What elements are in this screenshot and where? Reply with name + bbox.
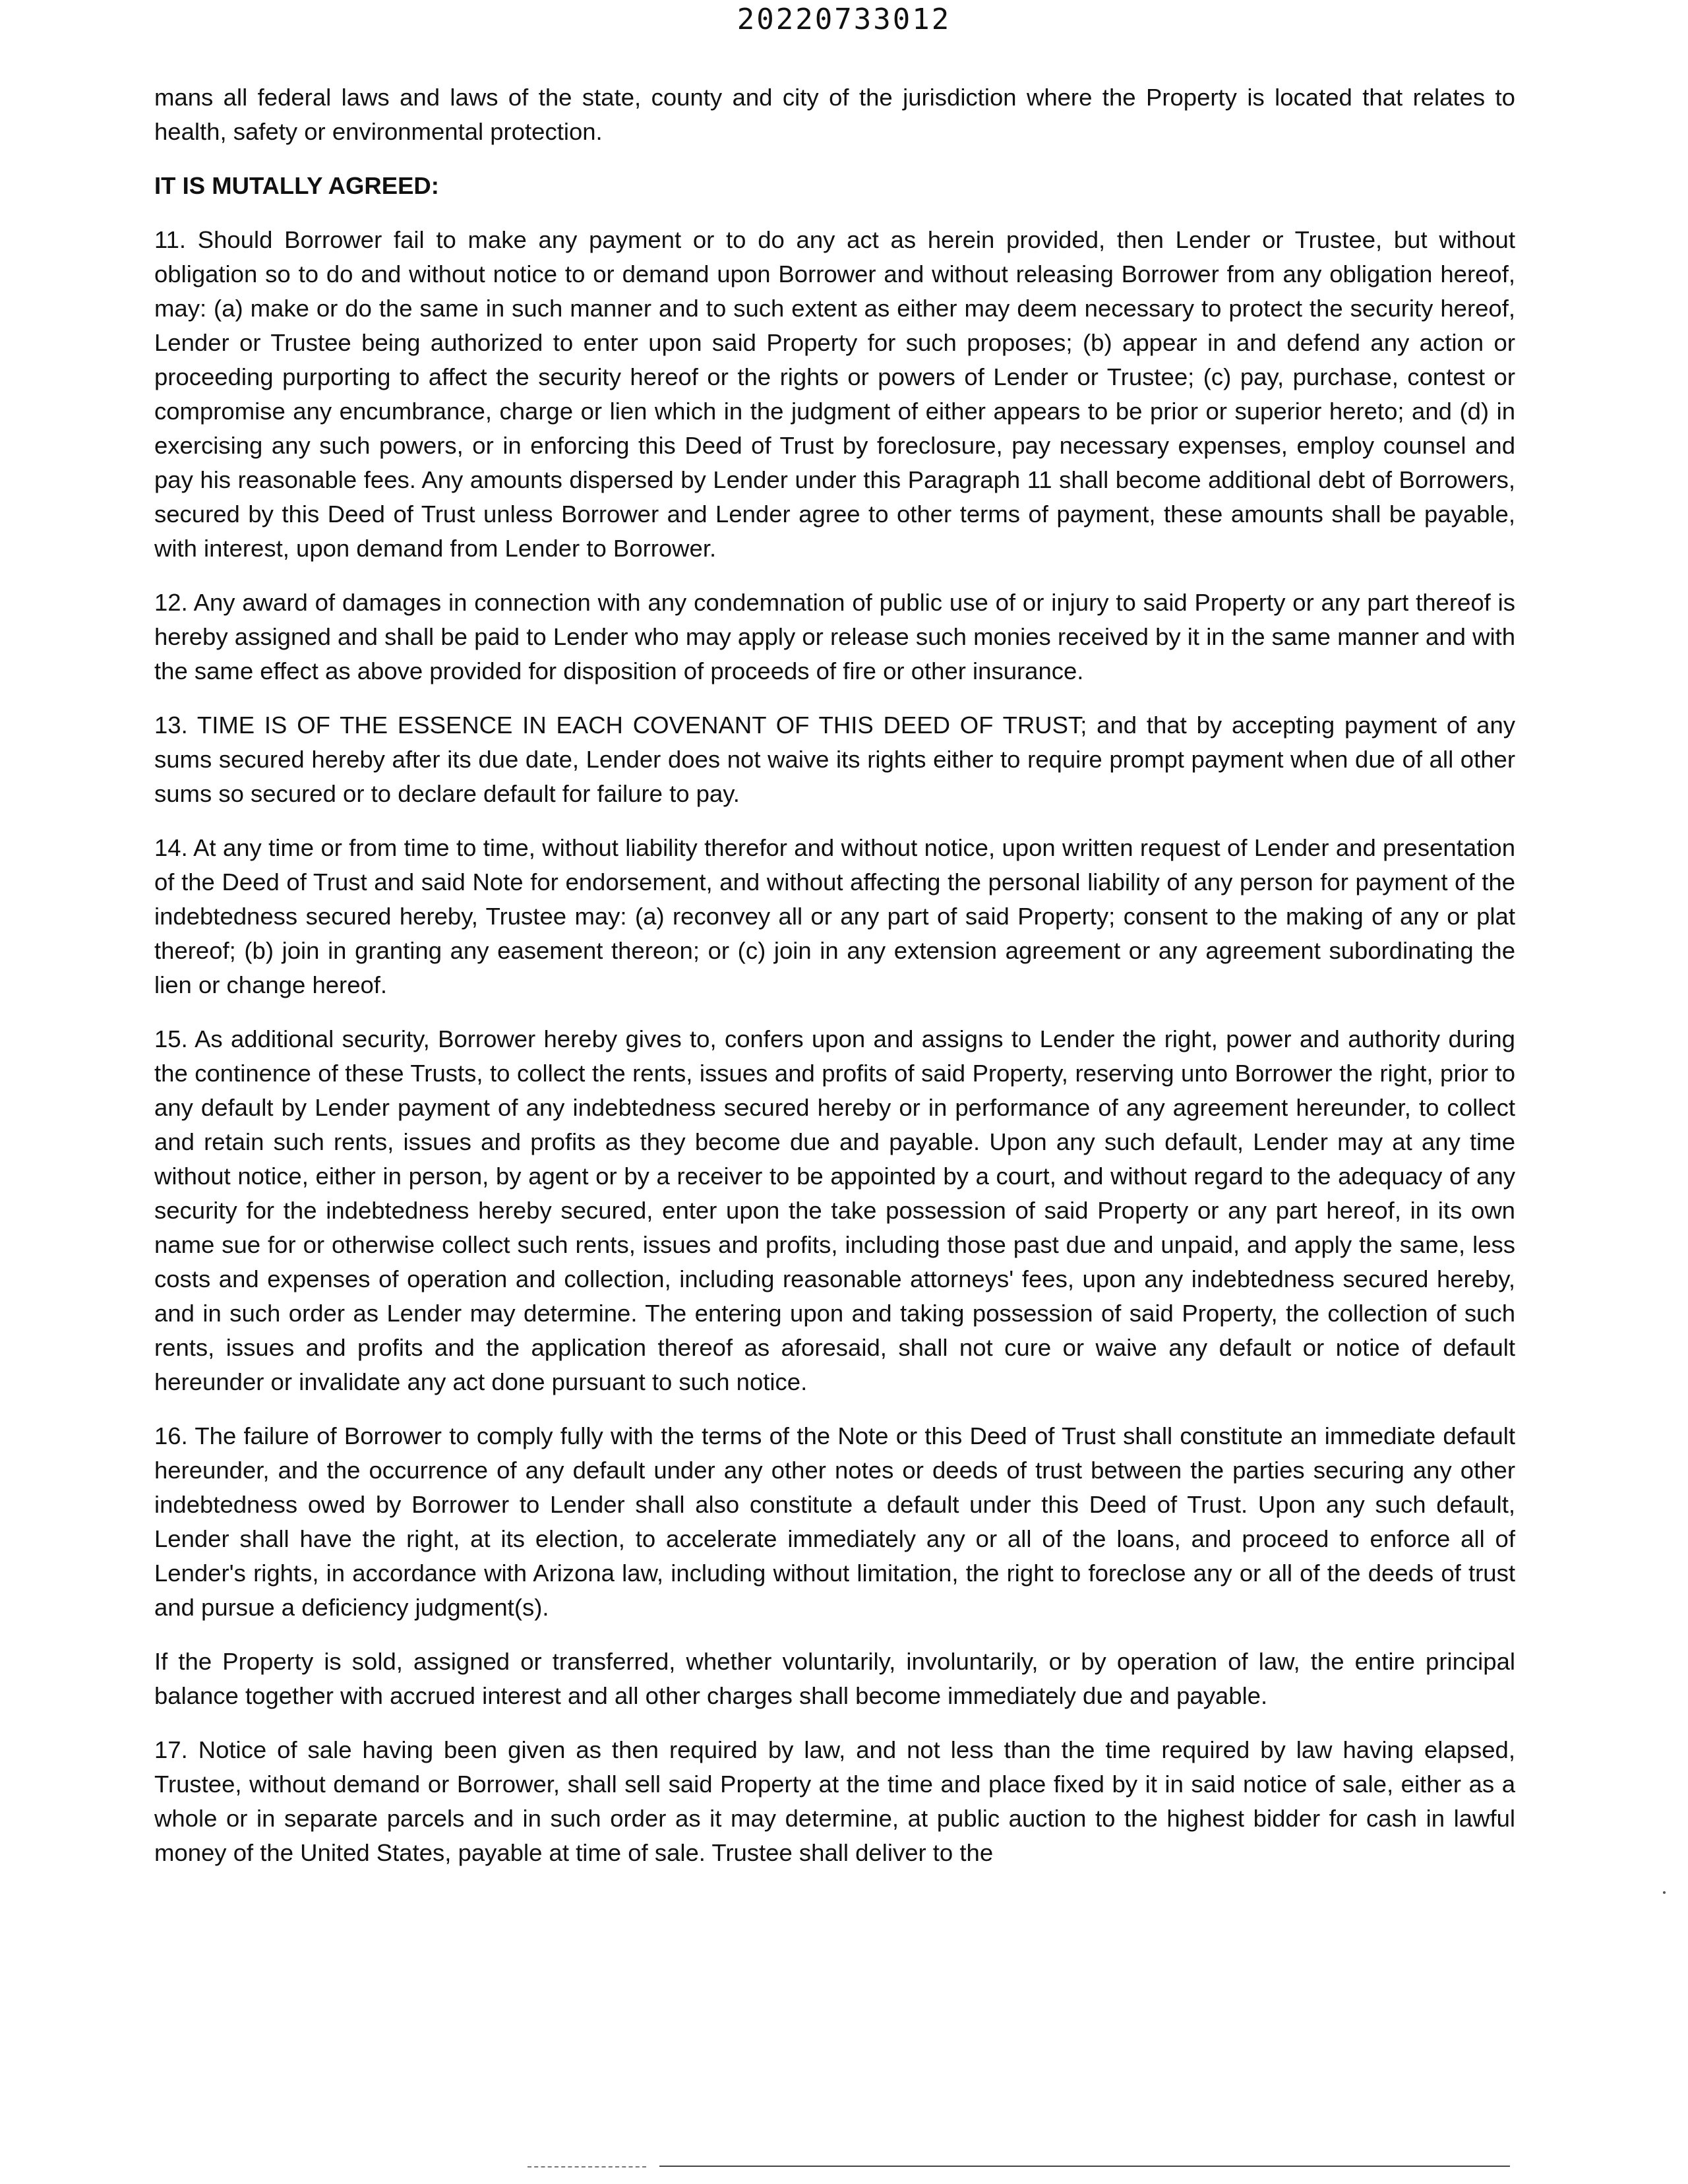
paragraph-13: 13. TIME IS OF THE ESSENCE IN EACH COVENANT OF THIS DEED OF TRUST; and that by accepting payment of any sums secured hereby after its due date, Lender does not waive its rights either to require prompt payment when due of all other sums so secured or to declare default for failure to pay.: [154, 712, 1515, 807]
scan-edge-line: [659, 2166, 1510, 2167]
scan-edge-dash: [528, 2166, 646, 2168]
paragraph-14: 14. At any time or from time to time, without liability therefor and without notice, upon written request of Lender and presentation of the Deed of Trust and said Note for endorsement, and without affecting the personal liability of any person for payment of the indebtedness secured hereby, Trustee may: (a) reconvey all or any part of said Property; consent to the making of any or plat thereof; (b) join in granting any easement thereon; or (c) join in any extension agreement or any agreement subordinating the lien or change hereof.: [154, 834, 1515, 998]
paragraph-16-continued: If the Property is sold, assigned or transferred, whether voluntarily, involuntarily, or by operation of law, the entire principal balance together with accrued interest and all other charges shall become immediately due and payable.: [154, 1648, 1515, 1709]
paragraph-15: 15. As additional security, Borrower hereby gives to, confers upon and assigns to Lender the right, power and authority during the continence of these Trusts, to collect the rents, issues and profits of said Property, reserving unto Borrower the right, prior to any default by Lender payment of any indebtedness secured hereby or in performance of any agreement hereunder, to collect and retain such rents, issues and profits as they become due and payable. Upon any such default, Lender may at any time without notice, either in person, by agent or by a receiver to be appointed by a court, and without regard to the adequacy of any security for the indebtedness hereby secured, enter upon the take possession of said Property or any part hereof, in its own name sue for or otherwise collect such rents, issues and profits, including those past due and unpaid, and apply the same, less costs and expenses of operation and collection, including reasonable attorneys' fees, upon any indebtedness secured hereby, and in such order as Lender may determine. The entering upon and taking possession of said Property, the collection of such rents, issues and profits and the application thereof as aforesaid, shall not cure or waive any default or notice of default hereunder or invalidate any act done pursuant to such notice.: [154, 1025, 1515, 1395]
document-body: [154, 80, 1515, 1890]
section-heading: IT IS MUTALLY AGREED:: [154, 172, 439, 199]
paragraph-11: 11. Should Borrower fail to make any payment or to do any act as herein provided, then Lender or Trustee, but without obligation so to do and without notice to or demand upon Borrower and without releasing Borrower from any obligation hereof, may: (a) make or do the same in such manner and to such extent as either may deem necessary to protect the security hereof, Lender or Trustee being authorized to enter upon said Property for such proposes; (b) appear in and defend any action or proceeding purporting to affect the security hereof or the rights or powers of Lender or Trustee; (c) pay, purchase, contest or compromise any encumbrance, charge or lien which in the judgment of either appears to be prior or superior hereto; and (d) in exercising any such powers, or in enforcing this Deed of Trust by foreclosure, pay necessary expenses, employ counsel and pay his reasonable fees. Any amounts dispersed by Lender under this Paragraph 11 shall become additional debt of Borrowers, secured by this Deed of Trust unless Borrower and Lender agree to other terms of payment, these amounts shall be payable, with interest, upon demand from Lender to Borrower.: [154, 226, 1515, 562]
paragraph-17: 17. Notice of sale having been given as then required by law, and not less than the time required by law having elapsed, Trustee, without demand or Borrower, shall sell said Property at the time and place fixed by it in said notice of sale, either as a whole or in separate parcels and in such order as it may determine, at public auction to the highest bidder for cash in lawful money of the United States, payable at time of sale. Trustee shall deliver to the: [154, 1736, 1515, 1866]
paragraph-intro: mans all federal laws and laws of the state, county and city of the jurisdiction where the Property is located that relates to health, safety or environmental protection.: [154, 84, 1515, 145]
recording-number: 20220733012: [737, 3, 951, 36]
paragraph-16: 16. The failure of Borrower to comply fully with the terms of the Note or this Deed of Trust shall constitute an immediate default hereunder, and the occurrence of any default under any other notes or deeds of trust between the parties securing any other indebtedness owed by Borrower to Lender shall also constitute a default under this Deed of Trust. Upon any such default, Lender shall have the right, at its election, to accelerate immediately any or all of the loans, and proceed to enforce all of Lender's rights, in accordance with Arizona law, including without limitation, the right to foreclose any or all of the deeds of trust and pursue a deficiency judgment(s).: [154, 1422, 1515, 1621]
paragraph-12: 12. Any award of damages in connection with any condemnation of public use of or injury to said Property or any part thereof is hereby assigned and shall be paid to Lender who may apply or release such monies received by it in the same manner and with the same effect as above provided for disposition of proceeds of fire or other insurance.: [154, 589, 1515, 684]
scan-speck: [1663, 1891, 1666, 1894]
